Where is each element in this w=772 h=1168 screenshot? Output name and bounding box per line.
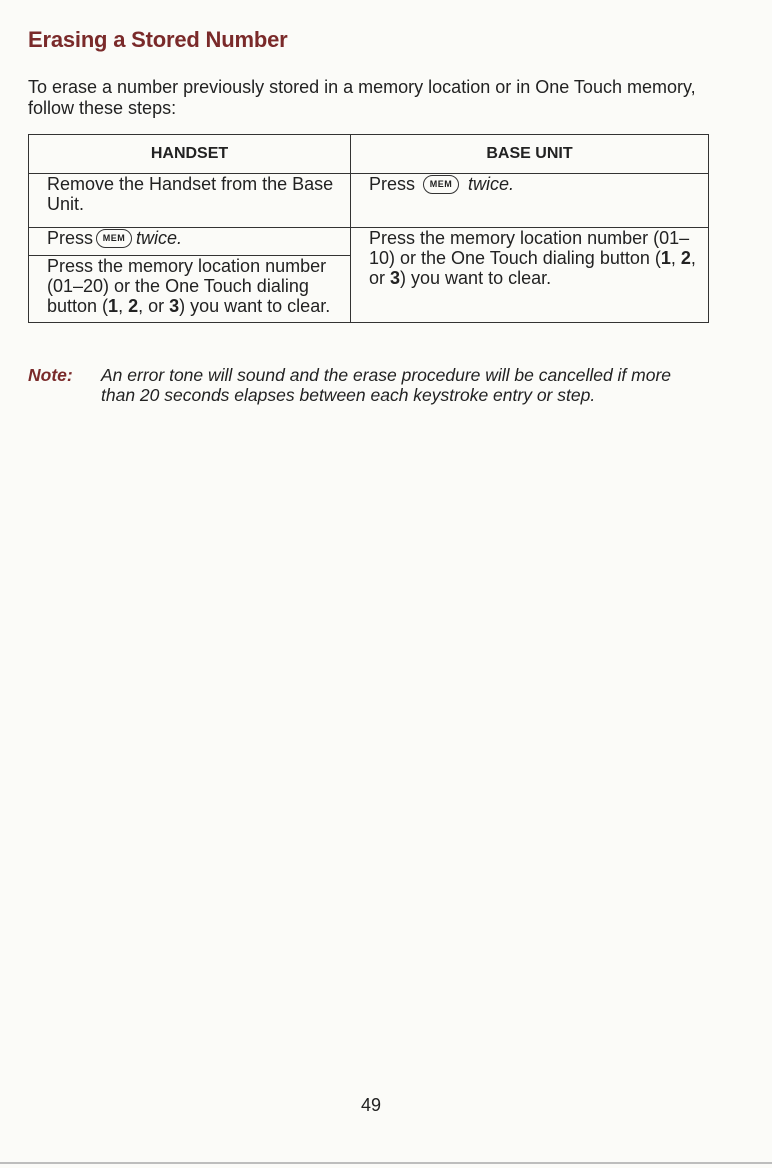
button-3-label: 3	[169, 296, 180, 316]
separator: , or	[369, 248, 696, 288]
handset-step-2-suffix: twice.	[136, 228, 183, 248]
page-number: 49	[360, 1095, 382, 1115]
handset-step-3	[29, 256, 351, 323]
handset-step-2-prefix: Press	[47, 228, 94, 248]
table-header-row	[29, 135, 709, 174]
base-step-2-prefix: Press the memory location number (01–10) or the One Touch dialing button (	[369, 228, 690, 268]
mem-button-icon: MEM	[96, 229, 132, 248]
base-step-1-prefix: Press	[369, 174, 416, 194]
button-2-label: 2	[680, 248, 691, 268]
base-unit-header: BASE UNIT	[351, 135, 709, 174]
separator: ,	[118, 296, 129, 316]
handset-header: HANDSET	[29, 135, 351, 174]
table-row	[29, 174, 709, 228]
intro-paragraph: To erase a number previously stored in a memory location or in One Touch memory, follow these steps:	[28, 77, 696, 118]
button-1-label: 1	[108, 296, 119, 316]
handset-step-3-prefix: Press the memory location number (01–20) or the One Touch dialing button (	[47, 256, 327, 316]
note-text: An error tone will sound and the erase procedure will be cancelled if more than 20 seconds elapses between each keystroke entry or step.	[101, 365, 672, 405]
base-step-2-suffix: ) you want to clear.	[400, 268, 552, 288]
table-row	[29, 228, 709, 256]
base-step-2	[351, 228, 709, 323]
handset-step-2	[29, 228, 351, 256]
mem-button-icon: MEM	[423, 175, 459, 194]
button-3-label: 3	[390, 268, 401, 288]
button-1-label: 1	[660, 248, 671, 268]
separator: ,	[670, 248, 681, 268]
steps-table	[28, 134, 709, 323]
bottom-edge-divider	[0, 1162, 772, 1164]
base-step-1	[351, 174, 709, 228]
base-step-1-suffix: twice.	[468, 174, 515, 194]
note-label: Note:	[28, 365, 73, 385]
handset-step-1-text: Remove the Handset from the Base Unit.	[47, 174, 334, 214]
handset-step-3-suffix: ) you want to clear.	[179, 296, 331, 316]
separator: , or	[138, 296, 170, 316]
handset-step-1	[29, 174, 351, 228]
section-title: Erasing a Stored Number	[28, 27, 288, 52]
button-2-label: 2	[128, 296, 139, 316]
